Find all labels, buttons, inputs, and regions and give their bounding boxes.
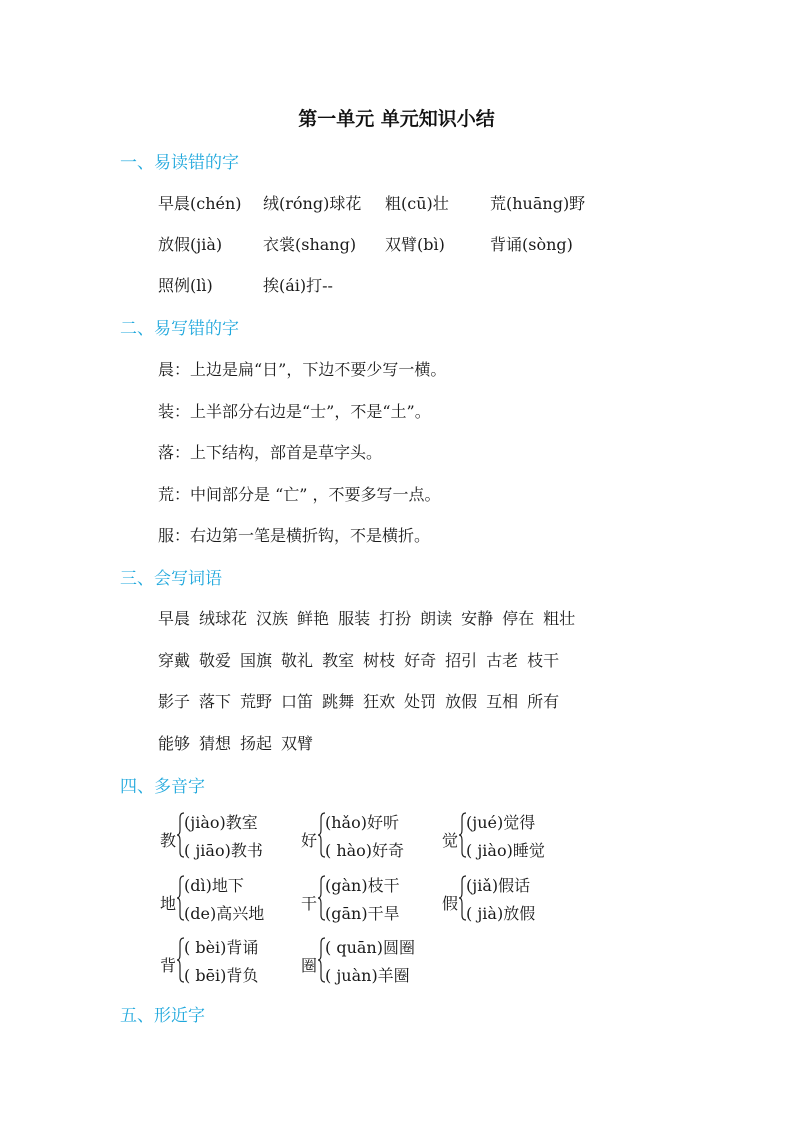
section-heading-misread: 一、易读错的字 [120,153,239,173]
section-heading-polyphone: 四、多音字 [120,777,205,797]
vocab-word: 古老 [486,651,519,670]
polyphone-reading: ( hào)好奇 [325,841,405,860]
vocab-word: 狂欢 [363,692,396,711]
vocab-word: 穿戴 [158,651,191,670]
vocab-word: 所有 [527,692,560,711]
polyphone-char: 觉 [442,831,459,850]
vocab-word: 敬礼 [281,651,314,670]
polyphone-reading: ( bēi)背负 [184,966,259,985]
polyphone-reading: (jiǎ)假话 [466,876,531,895]
misread-item: 绒(róng)球花 [263,194,362,213]
vocab-row-2 [158,648,568,671]
polyphone-reading: (hǎo)好听 [325,813,399,832]
miswrite-line: 荒：中间部分是 “亡” ，不要多写一点。 [158,485,441,504]
polyphone-char: 圈 [301,956,318,975]
vocab-word: 国旗 [240,651,273,670]
polyphone-char: 背 [160,956,177,975]
section-heading-similar: 五、形近字 [120,1006,205,1026]
miswrite-line: 晨：上边是扁“日”，下边不要少写一横。 [158,360,447,379]
vocab-word: 敬爱 [199,651,232,670]
miswrite-line: 装：上半部分右边是“士”，不是“土”。 [158,402,431,421]
polyphone-reading: (gān)干旱 [325,904,400,923]
vocab-word: 跳舞 [322,692,355,711]
page-title: 第一单元 单元知识小结 [298,108,495,130]
vocab-word: 互相 [486,692,519,711]
polyphone-char: 地 [160,894,177,913]
vocab-word: 服装 [338,609,371,628]
misread-item: 放假(jià) [158,235,223,254]
section-heading-vocab: 三、会写词语 [120,569,222,589]
misread-item: 早晨(chén) [158,194,242,213]
vocab-word: 停在 [502,609,535,628]
miswrite-line: 服：右边第一笔是横折钩，不是横折。 [158,526,431,545]
vocab-word: 汉族 [256,609,289,628]
vocab-word: 招引 [445,651,478,670]
vocab-word: 绒球花 [199,609,248,628]
vocab-word: 影子 [158,692,191,711]
vocab-word: 猜想 [199,734,232,753]
vocab-row-3 [158,689,568,712]
vocab-word: 早晨 [158,609,191,628]
misread-item: 背诵(sòng) [490,235,573,254]
polyphone-reading: ( bèi)背诵 [184,938,259,957]
vocab-word: 好奇 [404,651,437,670]
polyphone-reading: ( juàn)羊圈 [325,966,410,985]
polyphone-char: 教 [160,831,177,850]
vocab-word: 打扮 [379,609,412,628]
misread-item: 照例(lì) [158,276,213,295]
polyphone-reading: (jiào)教室 [184,813,258,832]
vocab-word: 朗读 [420,609,453,628]
vocab-word: 处罚 [404,692,437,711]
vocab-row-1 [158,606,584,629]
polyphone-char: 假 [442,894,459,913]
section-heading-miswrite: 二、易写错的字 [120,319,239,339]
vocab-word: 双臂 [281,734,314,753]
polyphone-reading: ( jià)放假 [466,904,536,923]
misread-item: 双臂(bì) [385,235,445,254]
vocab-word: 放假 [445,692,478,711]
vocab-word: 能够 [158,734,191,753]
misread-item: 衣裳(shang) [263,235,357,254]
vocab-word: 鲜艳 [297,609,330,628]
vocab-word: 落下 [199,692,232,711]
polyphone-reading: ( jiào)睡觉 [466,841,545,860]
vocab-word: 口笛 [281,692,314,711]
polyphone-reading: ( jiāo)教书 [184,841,263,860]
misread-item: 荒(huāng)野 [490,194,586,213]
polyphone-reading: (de)高兴地 [184,904,265,923]
polyphone-reading: (jué)觉得 [466,813,536,832]
vocab-word: 安静 [461,609,494,628]
vocab-word: 扬起 [240,734,273,753]
polyphone-char: 干 [301,894,318,913]
vocab-word: 枝干 [527,651,560,670]
miswrite-line: 落：上下结构，部首是草字头。 [158,443,383,462]
polyphone-reading: (gàn)枝干 [325,876,400,895]
vocab-word: 粗壮 [543,609,576,628]
polyphone-reading: (dì)地下 [184,876,244,895]
polyphone-reading: ( quān)圆圈 [325,938,415,957]
vocab-word: 荒野 [240,692,273,711]
polyphone-char: 好 [301,831,318,850]
misread-item: 粗(cū)壮 [385,194,449,213]
misread-item: 挨(ái)打-- [263,276,333,295]
vocab-row-4 [158,731,322,754]
vocab-word: 树枝 [363,651,396,670]
vocab-word: 教室 [322,651,355,670]
